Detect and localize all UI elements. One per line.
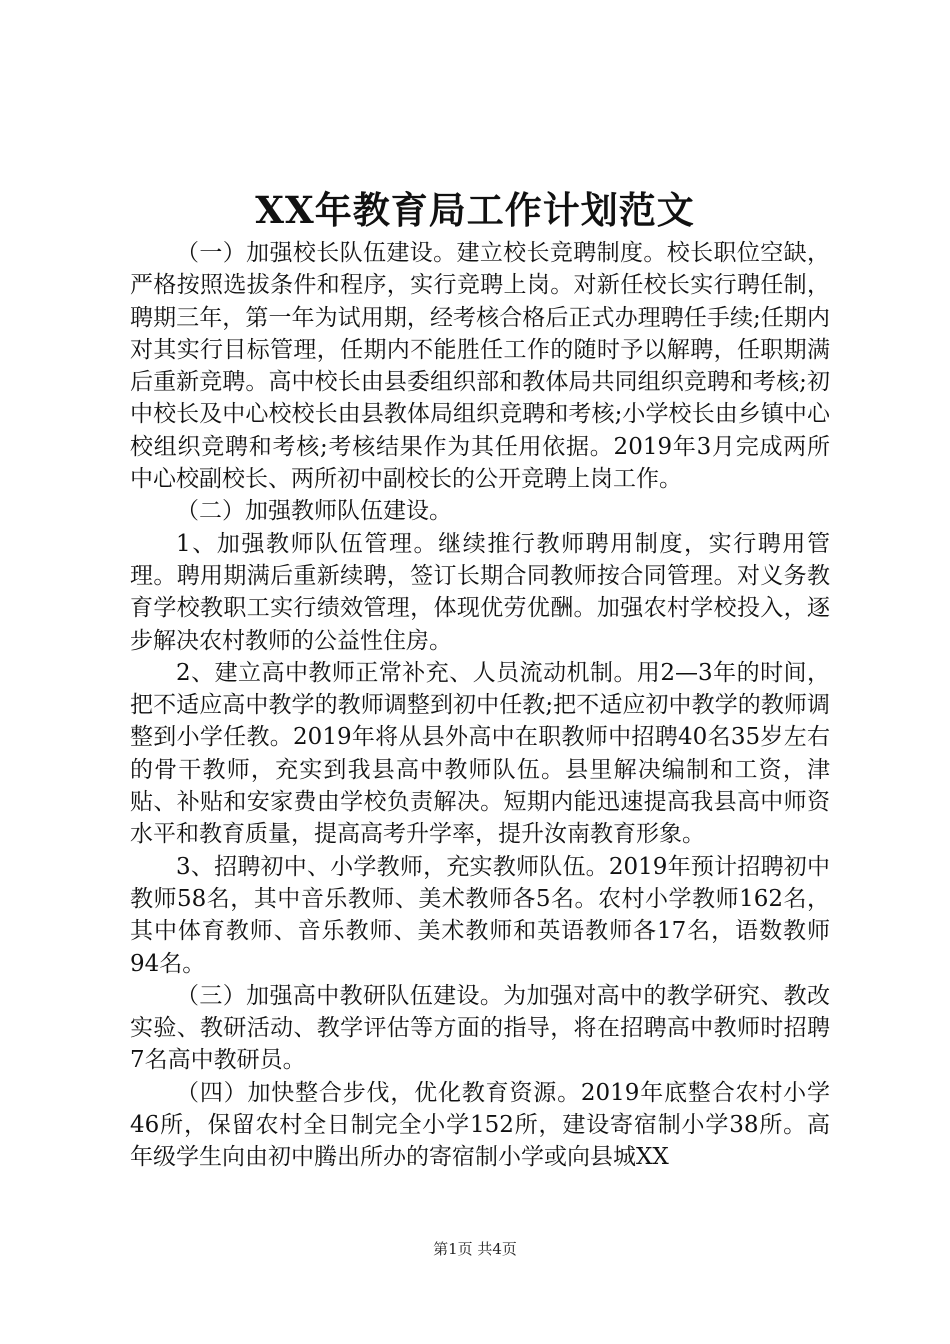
- paragraph: （四）加快整合步伐，优化教育资源。2019年底整合农村小学46所，保留农村全日制完全小学152所，建设寄宿制小学38所。高年级学生向由初中腾出所办的寄宿制小学或向县城XX: [130, 1079, 830, 1171]
- page-indicator: 第1页 共4页: [433, 1240, 517, 1258]
- page-footer: [0, 1237, 950, 1261]
- paragraph: （二）加强教师队伍建设。: [176, 498, 452, 525]
- paragraph: （一）加强校长队伍建设。建立校长竞聘制度。校长职位空缺，严格按照选拔条件和程序，实行竞聘上岗。对新任校长实行聘任制，聘期三年，第一年为试用期，经考核合格后正式办理聘任手续;任期内对其实行目标管理，任期内不能胜任工作的随时予以解聘，任职期满后重新竞聘。高中校长由县委组织部和教体局共同组织竞聘和考核;初中校长及中心校校长由县教体局组织竞聘和考核;小学校长由乡镇中心校组织竞聘和考核;考核结果作为其任用依据。2019年3月完成两所中心校副校长、两所初中副校长的公开竞聘上岗工作。: [130, 240, 830, 493]
- paragraph: 2、建立高中教师正常补充、人员流动机制。用2—3年的时间，把不适应高中教学的教师调整到初中任教;把不适应初中教学的教师调整到小学任教。2019年将从县外高中在职教师中招聘40名35岁左右的骨干教师，充实到我县高中教师队伍。县里解决编制和工资，津贴、补贴和安家费由学校负责解决。短期内能迅速提高我县高中师资水平和教育质量，提高高考升学率，提升汝南教育形象。: [130, 659, 830, 848]
- paragraph: （三）加强高中教研队伍建设。为加强对高中的教学研究、教改实验、教研活动、教学评估等方面的指导，将在招聘高中教师时招聘7名高中教研员。: [130, 982, 830, 1074]
- paragraph: 3、招聘初中、小学教师，充实教师队伍。2019年预计招聘初中教师58名，其中音乐教师、美术教师各5名。农村小学教师162名，其中体育教师、音乐教师、美术教师和英语教师各17名，语数教师94名。: [130, 853, 830, 977]
- document-body: [130, 237, 830, 1174]
- paragraph: 1、加强教师队伍管理。继续推行教师聘用制度，实行聘用管理。聘用期满后重新续聘，签订长期合同教师按合同管理。对义务教育学校教职工实行绩效管理，体现优劳优酬。加强农村学校投入，逐步解决农村教师的公益性住房。: [130, 530, 830, 654]
- document-title: XX年教育局工作计划范文: [255, 188, 695, 232]
